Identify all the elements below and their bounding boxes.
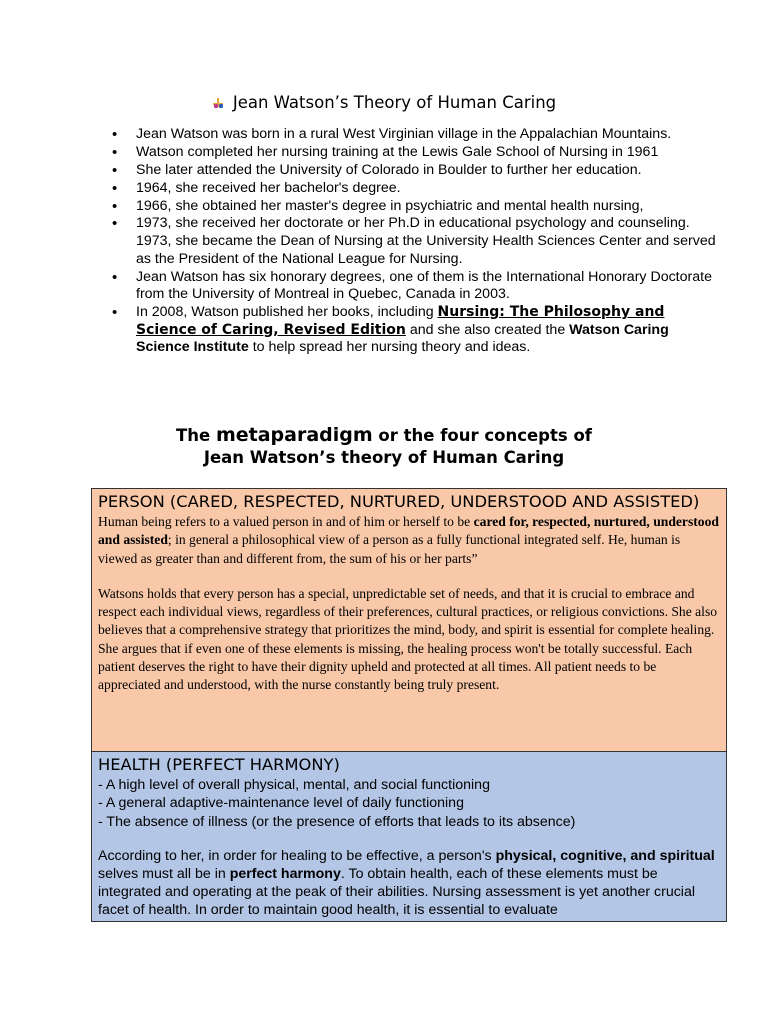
health-paragraph — [98, 848, 720, 919]
health-point: - A general adaptive-maintenance level of daily functioning — [98, 795, 464, 812]
person-heading: PERSON (CARED, RESPECTED, NURTURED, UNDERSTOOD AND ASSISTED) — [98, 492, 700, 511]
health-p-bold2: perfect harmony — [229, 866, 341, 883]
bio-item: • Watson completed her nursing training at the Lewis Gale School of Nursing in 1961 — [136, 144, 716, 162]
metaparadigm-heading-line1 — [0, 424, 768, 447]
person-definition — [98, 513, 720, 568]
person-concept-box — [91, 488, 727, 752]
bullet-icon — [212, 97, 224, 109]
health-concept-box — [91, 751, 727, 922]
health-p-bold1: physical, cognitive, and spiritual — [495, 848, 715, 865]
metaparadigm-heading — [0, 424, 768, 469]
person-def-bold: cared for, respected, nurtured, understood and assisted — [98, 514, 719, 548]
bio-last-middle: and she also created the — [405, 321, 570, 338]
bio-item: • 1966, she obtained her master's degree in psychiatric and mental health nursing, — [136, 198, 716, 216]
institute-name: Watson Caring Science Institute — [136, 321, 669, 356]
metaparadigm-heading-line2: Jean Watson’s theory of Human Caring — [203, 448, 565, 467]
heading-pre: The — [176, 426, 216, 445]
health-p-b: selves must all be in — [98, 866, 230, 883]
person-def-a: Human being refers to a valued person in and of him or herself to be — [98, 514, 474, 529]
bio-list — [112, 126, 716, 357]
bio-item: • 1964, she received her bachelor's degree. — [136, 180, 716, 198]
health-p-a: According to her, in order for healing to be effective, a person's — [98, 848, 496, 865]
bio-item: • She later attended the University of Colorado in Boulder to further her education. — [136, 162, 716, 180]
heading-metaparadigm: metaparadigm — [215, 424, 373, 446]
bio-last-suffix: to help spread her nursing theory and ideas. — [248, 339, 531, 356]
bio-item: • Jean Watson has six honorary degrees, one of them is the International Honorary Doctorate from the University of Montreal in Quebec, Canada in 2003. — [136, 269, 716, 304]
page-title — [0, 92, 768, 114]
person-paragraph: Watsons holds that every person has a special, unpredictable set of needs, and that it is crucial to embrace and respect each individual views, regardless of their preferences, cultural practices, or religious convictions. She also believes that a comprehensive strategy that prioritizes the mind, body, and spirit is essential for complete healing. She argues that if even one of these elements is missing, the healing process won't be totally successful. Each patient deserves the right to have their dignity upheld and protected at all times. All patient needs to be appreciated and understood, with the nurse constantly being truly present. — [98, 585, 718, 693]
heading-post: or the four concepts of — [372, 426, 592, 445]
bio-item-publications — [136, 304, 716, 357]
bio-item: • Jean Watson was born in a rural West Virginian village in the Appalachian Mountains. — [136, 126, 716, 144]
health-p-c: . To obtain health, each of these elements must be integrated and operating at the peak of their abilities. Nursing assessment is yet another crucial facet of health. In order to maintain good health, it is essential to evaluate — [98, 866, 695, 918]
bio-item: • 1973, she received her doctorate or her Ph.D in educational psychology and counseling. 1973, she became the Dean of Nursing at the University Health Sciences Center and served as the President of the National League for Nursing. — [136, 215, 716, 268]
book-title-link[interactable]: Nursing: The Philosophy and Science of Caring, Revised Edition — [136, 304, 665, 338]
page-title-text: Jean Watson’s Theory of Human Caring — [232, 93, 557, 112]
health-point: - A high level of overall physical, mental, and social functioning — [98, 777, 490, 793]
health-heading: HEALTH (PERFECT HARMONY) — [98, 755, 340, 774]
person-def-b: ; in general a philosophical view of a person as a fully functional integrated self. He, human is viewed as greater than and different from, the sum of his or her parts” — [98, 532, 681, 566]
health-point: - The absence of illness (or the presence of efforts that leads to its absence) — [98, 813, 576, 830]
bio-last-prefix: In 2008, Watson published her books, including — [136, 304, 438, 321]
